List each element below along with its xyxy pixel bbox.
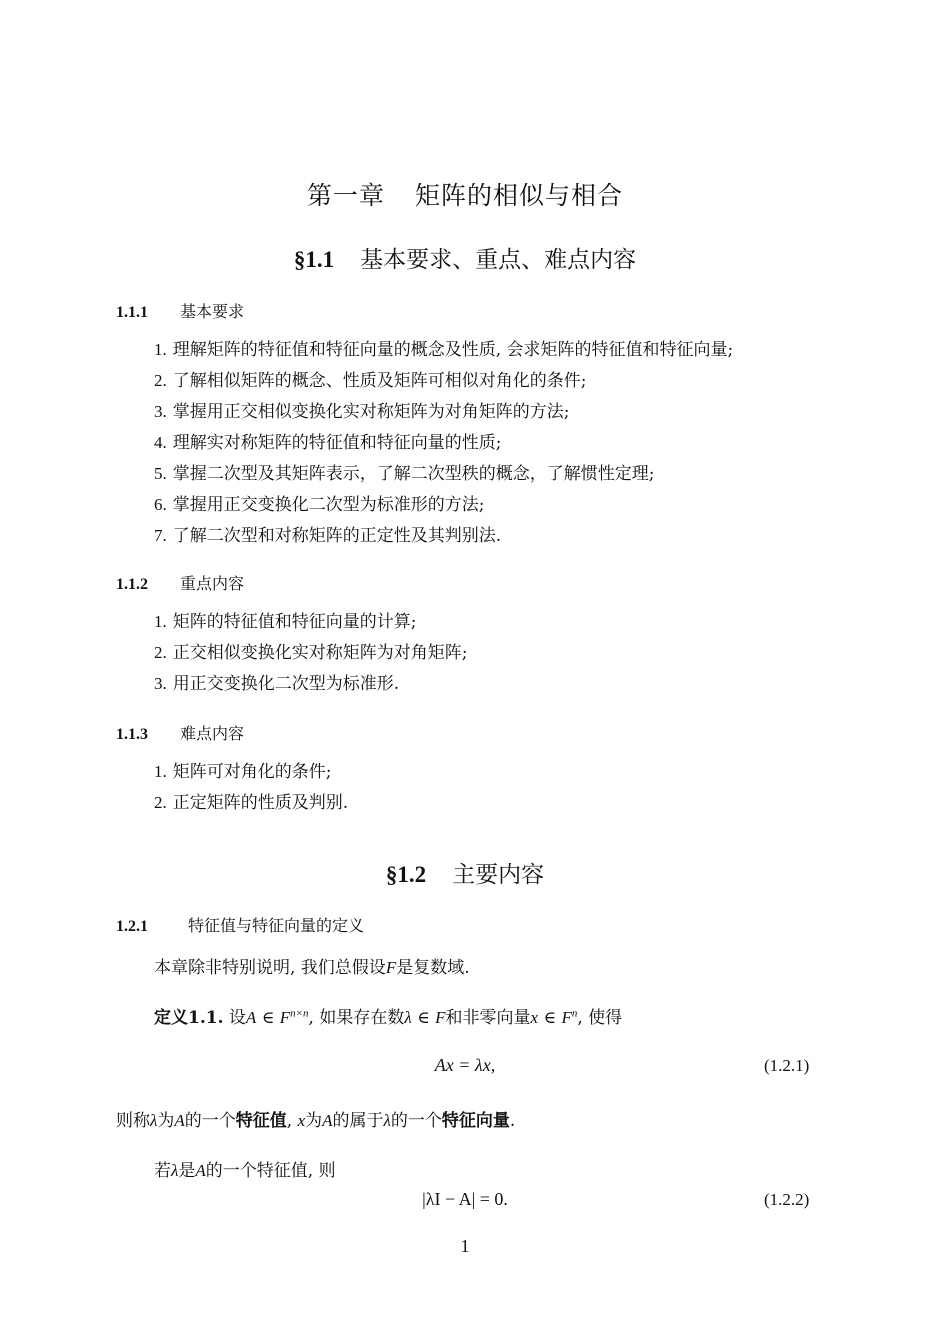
list-item: 6. 掌握用正交变换化二次型为标准形的方法; [154, 495, 485, 515]
subsection-number: 1.1.3 [116, 726, 148, 743]
chapter-heading [0, 176, 930, 212]
list-item: 1. 矩阵的特征值和特征向量的计算; [154, 612, 417, 632]
list-item: 3. 用正交变换化二次型为标准形. [154, 674, 400, 694]
definition-1-1: 定义1.1. 设A ∈ $F^{n\times n}$, 如果存在数λ ∈ F和非零向量x ∈ $F^n$, 使得 [154, 1007, 623, 1028]
subsection-1-1-1-heading [116, 299, 244, 322]
list-item: 1. 矩阵可对角化的条件; [154, 762, 332, 782]
section-1-2-heading [0, 856, 930, 889]
list-item: 3. 掌握用正交相似变换化实对称矩阵为对角矩阵的方法; [154, 402, 570, 422]
term-eigenvalue: 特征值 [235, 1111, 287, 1131]
key-points-list [154, 606, 467, 699]
list-item: 2. 正交相似变换化实对称矩阵为对角矩阵; [154, 643, 468, 663]
equation-1-2-1: Ax = λx, [434, 1055, 496, 1075]
section-1-1-heading [0, 241, 930, 274]
page-number: 1 [460, 1236, 470, 1256]
list-item: 2. 正定矩阵的性质及判别. [154, 793, 349, 813]
chapter-title: 矩阵的相似与相合 [415, 181, 624, 210]
equation-number: (1.2.1) [764, 1056, 810, 1075]
subsection-1-1-3-heading [116, 721, 244, 744]
list-item: 5. 掌握二次型及其矩阵表示，了解二次型秩的概念，了解惯性定理; [154, 464, 655, 484]
list-item: 4. 理解实对称矩阵的特征值和特征向量的性质; [154, 433, 502, 453]
section-title: 基本要求、重点、难点内容 [360, 247, 637, 273]
chapter-number: 第一章 [306, 181, 385, 210]
section-number: §1.1 [293, 247, 335, 272]
subsection-number: 1.2.1 [116, 918, 148, 935]
difficult-points-list [154, 756, 348, 818]
subsection-title: 特征值与特征向量的定义 [188, 916, 365, 935]
list-item: 7. 了解二次型和对称矩阵的正定性及其判别法. [154, 526, 502, 546]
subsection-number: 1.1.1 [116, 304, 148, 321]
equation-1-2-2: |λI − A| = 0. [422, 1189, 508, 1209]
if-eigenvalue-line: 若λ是A的一个特征值, 则 [154, 1161, 336, 1181]
term-eigenvector: 特征向量 [441, 1111, 510, 1131]
section-number: §1.2 [385, 862, 427, 887]
requirements-list [154, 334, 733, 551]
subsection-1-2-1-heading [116, 913, 364, 936]
subsection-number: 1.1.2 [116, 576, 148, 593]
intro-paragraph: 本章除非特别说明, 我们总假设F是复数域. [154, 958, 470, 978]
definition-conclusion: 则称λ为A的一个特征值, x为A的属于λ的一个特征向量. [116, 1111, 516, 1131]
section-title: 主要内容 [452, 862, 545, 888]
subsection-title: 基本要求 [180, 302, 245, 321]
list-item: 2. 了解相似矩阵的概念、性质及矩阵可相似对角化的条件; [154, 371, 587, 391]
definition-label: 定义1.1. [154, 1008, 224, 1028]
subsection-1-1-2-heading [116, 571, 244, 594]
list-item: 1. 理解矩阵的特征值和特征向量的概念及性质, 会求矩阵的特征值和特征向量; [154, 340, 734, 360]
subsection-title: 难点内容 [180, 724, 245, 743]
subsection-title: 重点内容 [180, 574, 245, 593]
equation-number: (1.2.2) [764, 1190, 810, 1209]
